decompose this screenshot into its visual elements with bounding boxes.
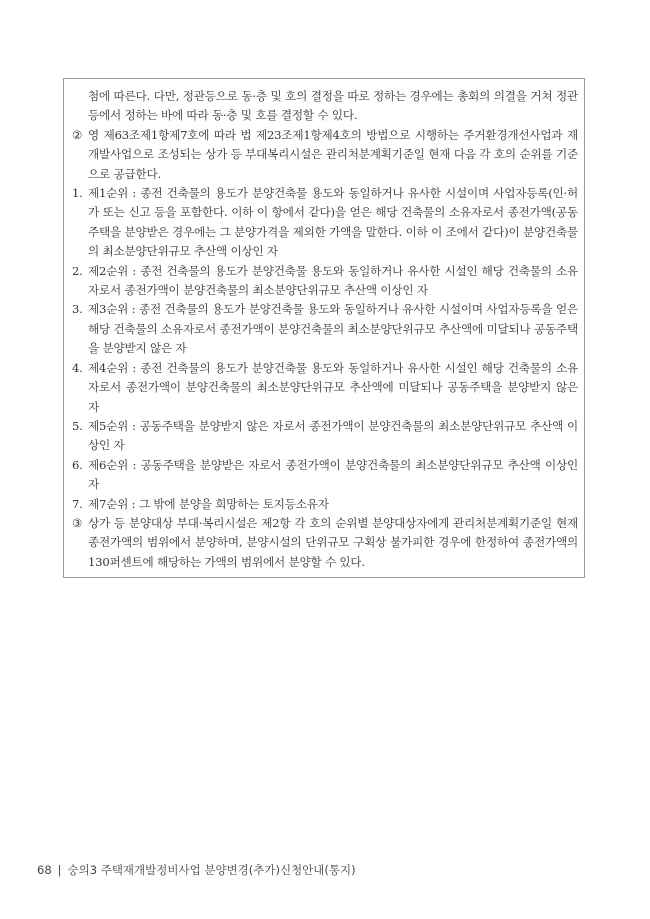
list-item-priority-3: [72, 300, 578, 358]
paragraph-continuation: [72, 87, 578, 126]
list-item-text: 제5순위 : 공동주택을 분양받지 않은 자로서 종전가액이 분양건축물의 최소분양단위규모 추산액 이상인 자: [88, 418, 578, 453]
paragraph-text: 영 제63조제1항제7호에 따라 법 제23조제1항제4호의 방법으로 시행하는 주거환경개선사업과 재개발사업으로 조성되는 상가 등 부대복리시설은 관리처분계획기준일 현재 다음 각 호의 순위를 기준으로 공급한다.: [88, 127, 578, 181]
list-item-priority-4: [72, 359, 578, 417]
paragraph-marker: ③: [72, 515, 83, 530]
paragraph-text: 상가 등 분양대상 부대·복리시설은 제2항 각 호의 순위별 분양대상자에게 관리처분계획기준일 현재 종전가액의 범위에서 분양하며, 분양시설의 단위규모 구획상 불가피한 경우에 한정하여 종전가액의 130퍼센트에 해당하는 가액의 범위에서 분양할 수 있다.: [88, 515, 578, 569]
paragraph-text: 첨에 따른다. 다만, 정관등으로 동·층 및 호의 결정을 따로 정하는 경우에는 총회의 의결을 거쳐 정관등에서 정하는 바에 따라 동·층 및 호를 결정할 수 있다.: [88, 89, 578, 123]
document-title: 숭의3 주택재개발정비사업 분양변경(추가)신청안내(통지): [67, 863, 356, 877]
paragraph-clause-3: [72, 514, 578, 572]
footer-separator: |: [57, 863, 62, 877]
list-item-text: 제7순위 : 그 밖에 분양을 희망하는 토지등소유자: [88, 496, 329, 511]
list-item-text: 제1순위 : 종전 건축물의 용도가 분양건축물 용도와 동일하거나 유사한 시설이며 사업자등록(인·허가 또는 신고 등을 포함한다. 이하 이 항에서 같다)을 얻은 해당 건축물의 소유자로서 종전가액(공동주택을 분양받은 경우에는 그 분양가격을 제외한 가액을 말한다. 이하 이 조에서 같다)이 분양건축물의 최소분양단위규모 추산액 이상인 자: [88, 186, 578, 259]
page-number: 68: [37, 863, 52, 877]
list-number: 2.: [72, 263, 83, 278]
list-number: 6.: [72, 457, 83, 472]
list-item-priority-1: [72, 184, 578, 262]
list-number: 5.: [72, 418, 83, 433]
list-number: 3.: [72, 302, 83, 317]
list-item-text: 제2순위 : 종전 건축물의 용도가 분양건축물 용도와 동일하거나 유사한 시설인 해당 건축물의 소유자로서 종전가액이 분양건축물의 최소분양단위규모 추산액 이상인 자: [88, 263, 578, 298]
list-item-priority-6: [72, 456, 578, 495]
list-item-text: 제3순위 : 종전 건축물의 용도가 분양건축물 용도와 동일하거나 유사한 시설이며 사업자등록을 얻은 해당 건축물의 소유자로서 종전가액이 분양건축물의 최소분양단위규모 추산액에 미달되나 공동주택을 분양받지 않은 자: [88, 302, 578, 356]
page-footer: [37, 862, 356, 878]
list-number: 7.: [72, 496, 83, 511]
paragraph-clause-2: [72, 126, 578, 184]
list-item-text: 제6순위 : 공동주택을 분양받은 자로서 종전가액이 분양건축물의 최소분양단위규모 추산액 이상인 자: [88, 457, 578, 492]
list-item-priority-2: [72, 262, 578, 301]
list-item-text: 제4순위 : 종전 건축물의 용도가 분양건축물 용도와 동일하거나 유사한 시설인 해당 건축물의 소유자로서 종전가액이 분양건축물의 최소분양단위규모 추산액에 미달되나 공동주택을 분양받지 않은 자: [88, 360, 578, 414]
list-number: 4.: [72, 360, 83, 375]
paragraph-marker: ②: [72, 127, 83, 142]
list-item-priority-5: [72, 417, 578, 456]
list-number: 1.: [72, 186, 83, 201]
list-item-priority-7: [72, 495, 578, 514]
document-body: [72, 87, 578, 572]
